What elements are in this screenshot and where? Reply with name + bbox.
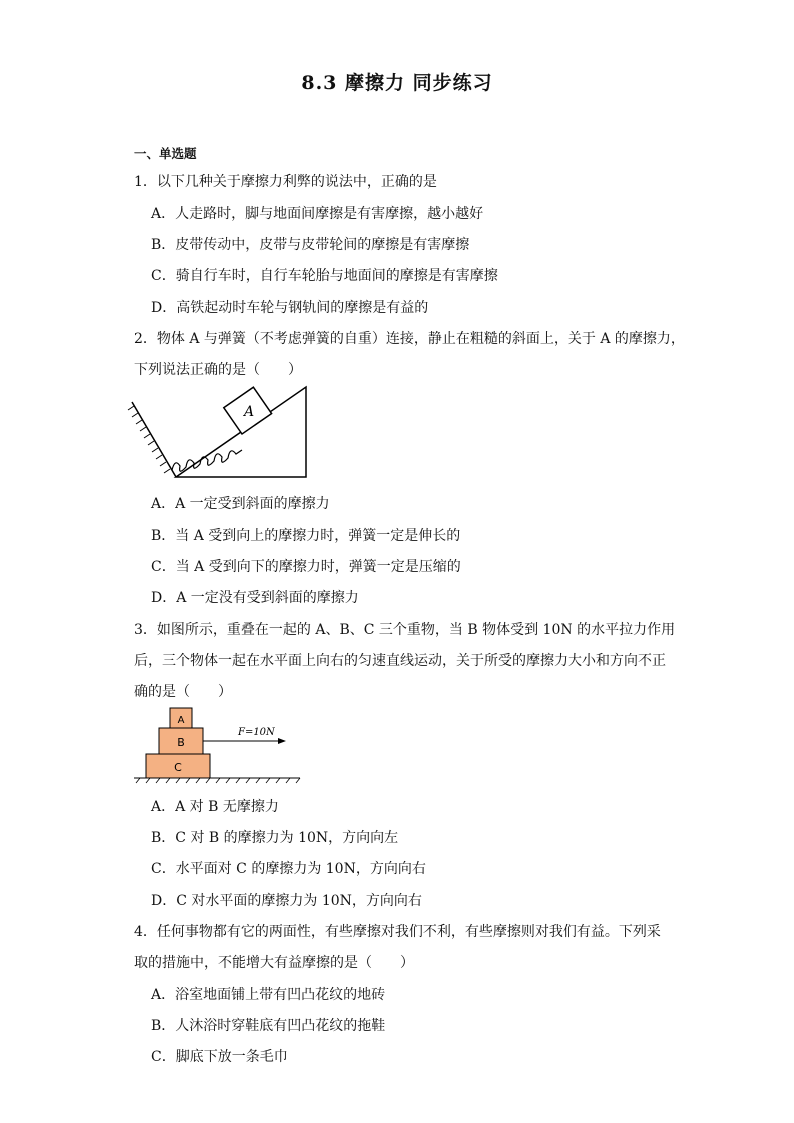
spring xyxy=(172,450,242,471)
q4-option-c: C．脚底下放一条毛巾 xyxy=(151,1049,288,1065)
question-2-text-line1: 2．物体 A 与弹簧（不考虑弹簧的自重）连接，静止在粗糙的斜面上，关于 A 的摩擦力， xyxy=(134,331,685,347)
block-c-label: C xyxy=(174,761,182,774)
q1-option-d: D．高铁起动时车轮与钢轨间的摩擦是有益的 xyxy=(151,300,429,316)
q3-option-a: A．A 对 B 无摩擦力 xyxy=(151,799,279,815)
q1-option-a: A．人走路时，脚与地面间摩擦是有害摩擦，越小越好 xyxy=(151,206,484,222)
q3-option-b: B．C 对 B 的摩擦力为 10N，方向向左 xyxy=(151,830,399,846)
ground-hatch xyxy=(136,778,300,783)
q1-option-c: C．骑自行车时，自行车轮胎与地面间的摩擦是有害摩擦 xyxy=(151,268,498,284)
q1-option-b: B．皮带传动中，皮带与皮带轮间的摩擦是有害摩擦 xyxy=(151,237,470,253)
wall-hatch xyxy=(128,406,170,473)
question-3-text-line1: 3．如图所示，重叠在一起的 A、B、C 三个重物，当 B 物体受到 10N 的水平拉力作用 xyxy=(134,622,676,638)
q2-option-d: D．A 一定没有受到斜面的摩擦力 xyxy=(151,590,359,606)
q2-option-a: A．A 一定受到斜面的摩擦力 xyxy=(151,496,330,512)
question-4-text-line2: 取的措施中，不能增大有益摩擦的是（ ） xyxy=(134,955,414,971)
section-heading: 一、单选题 xyxy=(134,146,197,161)
q4-option-b: B．人沐浴时穿鞋底有凹凸花纹的拖鞋 xyxy=(151,1018,386,1034)
question-4-text-line1: 4．任何事物都有它的两面性，有些摩擦对我们不利，有些摩擦则对我们有益。下列采 xyxy=(134,924,661,940)
force-arrowhead xyxy=(278,738,286,744)
question-2-text-line2: 下列说法正确的是（ ） xyxy=(134,362,302,378)
question-3-text-line2: 后，三个物体一起在水平面上向右的匀速直线运动，关于所受的摩擦力大小和方向不正 xyxy=(134,653,666,669)
question-1-text: 1．以下几种关于摩擦力利弊的说法中，正确的是 xyxy=(134,174,437,190)
stacked-blocks-figure xyxy=(134,705,304,785)
wall-line xyxy=(132,402,176,477)
q2-option-c: C．当 A 受到向下的摩擦力时，弹簧一定是压缩的 xyxy=(151,559,461,575)
page-title: 8.3 摩擦力 同步练习 xyxy=(301,72,493,94)
q3-option-d: D．C 对水平面的摩擦力为 10N，方向向右 xyxy=(151,893,422,909)
q3-option-c: C．水平面对 C 的摩擦力为 10N，方向向右 xyxy=(151,861,426,877)
question-3-text-line3: 确的是（ ） xyxy=(134,684,232,700)
q4-option-a: A．浴室地面铺上带有凹凸花纹的地砖 xyxy=(151,987,386,1003)
block-b-label: B xyxy=(177,736,185,749)
block-a-label: A xyxy=(244,404,255,420)
block-a-label: A xyxy=(177,715,185,726)
q2-option-b: B．当 A 受到向上的摩擦力时，弹簧一定是伸长的 xyxy=(151,528,461,544)
force-label: F=10N xyxy=(238,727,275,738)
incline-spring-figure xyxy=(128,384,313,484)
